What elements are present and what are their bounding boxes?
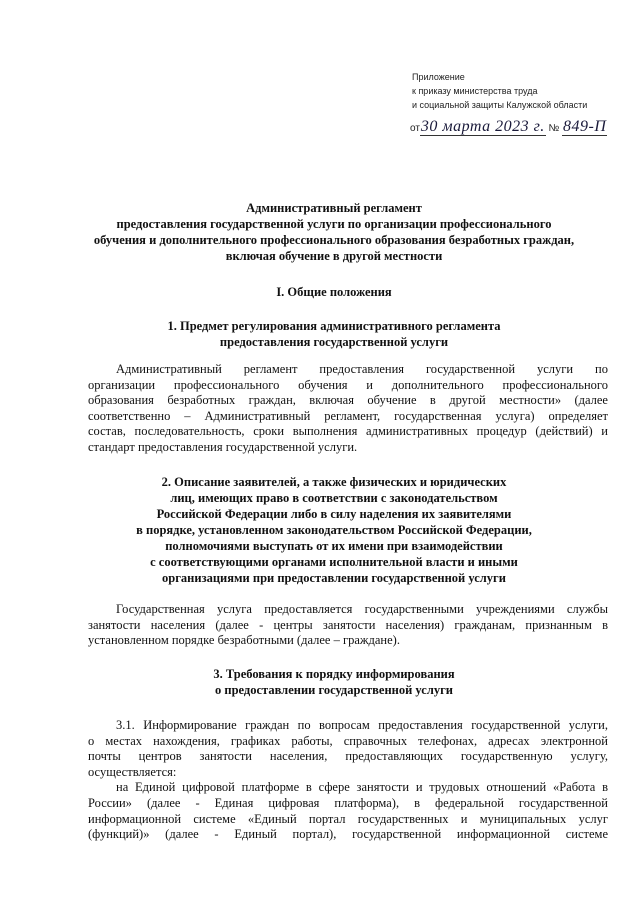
heading-line: о предоставлении государственной услуги — [215, 683, 453, 697]
paragraph-line: установленном порядке безработными (далее – гражданe). — [88, 633, 400, 648]
heading-line: лиц, имеющих право в соответствии с законодательством — [170, 491, 498, 505]
heading-line: 2. Описание заявителей, а также физических и юридических — [161, 475, 507, 489]
paragraph-line: на Единой цифровой платформе в сфере занятости и трудовых отношений «Работа в — [116, 780, 608, 795]
section-heading-text: I. Общие положения — [276, 285, 392, 299]
title-line: Административный регламент — [246, 201, 422, 215]
subsection-heading-2 — [60, 474, 608, 586]
paragraph-line: занятости населения (далее - центры занятости населения) гражданам, признанным в — [88, 617, 608, 632]
appendix-label: Приложение — [412, 72, 465, 82]
heading-line: в порядке, установленном законодательством Российской Федерации, — [136, 523, 532, 537]
heading-line: организациями при предоставлении государственной услуги — [162, 571, 506, 585]
paragraph-line: Государственная услуга предоставляется государственными учреждениями службы — [116, 602, 608, 616]
paragraph-line: соответственно – Административный регламент, государственная услуга) определяет — [88, 408, 608, 423]
paragraph-2 — [88, 602, 608, 649]
paragraph-line: состав, последовательность, сроки выполнения административных процедур (действий) и — [88, 424, 608, 439]
title-line: обучения и дополнительного профессионального образования безработных граждан, — [93, 233, 575, 247]
heading-line: полномочиями выступать от их имени при взаимодействии — [165, 539, 503, 553]
paragraph-3 — [88, 718, 608, 843]
paragraph-line: почты центров занятости населения, предоставляющих государственную услугу, — [88, 749, 608, 764]
date-prefix: от — [410, 123, 420, 134]
heading-line: Российской Федерации либо в силу наделения их заявителями — [156, 507, 512, 521]
subsection-heading-3 — [60, 666, 608, 698]
title-line: включая обучение в другой местности — [225, 249, 443, 263]
paragraph-line: информационной системе «Единый портал государственных и муниципальных услуг — [88, 811, 608, 826]
paragraph-line: организации профессионального обучения и дополнительного профессионального — [88, 377, 608, 392]
paragraph-line: осуществляется: — [88, 764, 177, 779]
paragraph-line: (функций)» (далее - Единый портал), государственной информационной системе — [88, 827, 608, 842]
paragraph-line: 3.1. Информирование граждан по вопросам предоставления государственной услуги, — [116, 718, 608, 732]
section-heading — [60, 284, 608, 300]
appendix-block — [412, 70, 632, 112]
paragraph-line: России» (далее - Единая цифровая платформа), в федеральной государственной — [88, 795, 608, 810]
order-date-number — [410, 118, 635, 140]
handwritten-date: 30 марта 2023 г. — [420, 118, 545, 135]
handwritten-number: 849-П — [563, 118, 607, 135]
paragraph-line: о местах нахождения, графиках работы, справочных телефонах, адресах электронной — [88, 733, 608, 748]
document-title — [60, 200, 608, 264]
paragraph-line: стандарт предоставления государственной услуги. — [88, 439, 358, 454]
number-prefix: № — [548, 123, 560, 134]
subsection-heading-1 — [60, 318, 608, 350]
heading-line: предоставления государственной услуги — [219, 335, 449, 349]
paragraph-line: образования безработных граждан, включая обучение в другой местности» (далее — [88, 393, 608, 408]
appendix-ministry: и социальной защиты Калужской области — [412, 100, 588, 110]
paragraph-1 — [88, 362, 608, 456]
title-line: предоставления государственной услуги по организации профессионального — [116, 217, 552, 231]
appendix-order-ref: к приказу министерства труда — [412, 86, 538, 96]
heading-line: 1. Предмет регулирования административного регламента — [167, 319, 501, 333]
heading-line: 3. Требования к порядку информирования — [213, 667, 455, 681]
heading-line: с соответствующими органами исполнительной власти и иными — [150, 555, 518, 569]
paragraph-line: Административный регламент предоставления государственной услуги по — [116, 362, 608, 376]
